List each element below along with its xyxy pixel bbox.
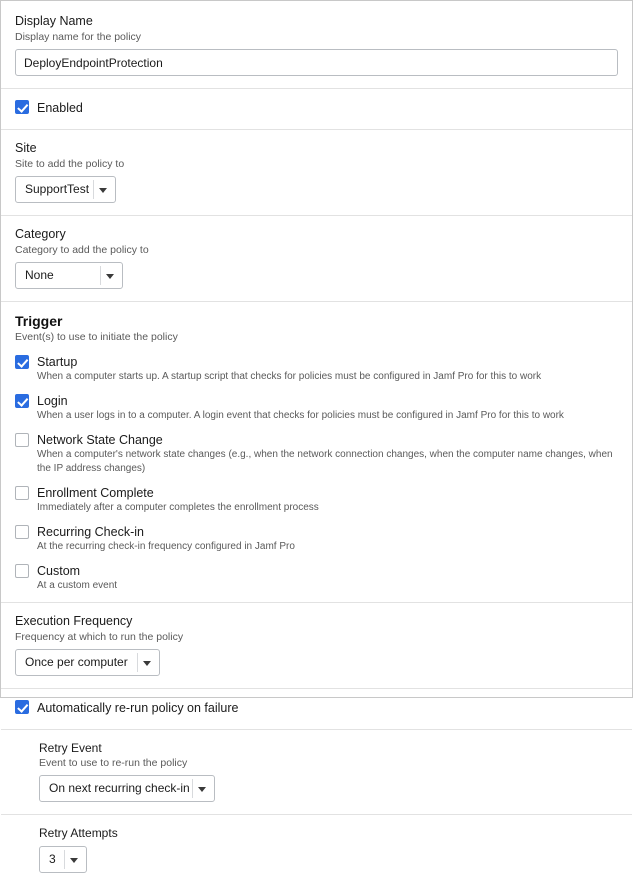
enabled-checkbox-row[interactable]: [15, 99, 618, 117]
retry-event-group: [39, 740, 618, 802]
site-select-value: SupportTest: [25, 182, 90, 196]
retry-event-separator: [192, 779, 193, 798]
enabled-text: [37, 99, 83, 117]
enrollment-complete-desc: Immediately after a computer completes the enrollment process: [37, 502, 319, 513]
divider-after-enabled: [1, 129, 632, 130]
chevron-down-icon: [99, 188, 107, 193]
site-help: Site to add the policy to: [15, 158, 125, 170]
auto-rerun-checkbox-row[interactable]: [15, 699, 618, 717]
divider-after-auto-rerun: [1, 729, 632, 730]
custom-desc: At a custom event: [37, 580, 118, 591]
retry-attempts-group: [39, 825, 618, 873]
display-name-help: Display name for the policy: [15, 31, 142, 43]
trigger-section-title: Trigger: [15, 313, 63, 329]
recurring-check-in-label: Recurring Check-in: [37, 525, 144, 539]
trigger-item-custom[interactable]: [15, 563, 618, 593]
divider-after-execution-frequency: [1, 688, 632, 689]
retry-event-help: Event to use to re-run the policy: [39, 757, 188, 769]
chevron-down-icon: [143, 661, 151, 666]
login-label: Login: [37, 394, 68, 408]
divider-after-retry-event: [1, 814, 632, 815]
chevron-down-icon: [198, 787, 206, 792]
recurring-check-in-checkbox[interactable]: [15, 525, 29, 539]
category-label: Category: [15, 227, 66, 241]
login-desc: When a user logs in to a computer. A login event that checks for policies must be configured in Jamf Pro for this to work: [37, 410, 564, 421]
auto-rerun-checkbox[interactable]: [15, 700, 29, 714]
network-state-change-checkbox[interactable]: [15, 433, 29, 447]
chevron-down-icon: [70, 858, 78, 863]
execution-frequency-select[interactable]: [15, 649, 160, 676]
trigger-item-recurring-check-in[interactable]: [15, 524, 618, 554]
category-field-group: [15, 226, 618, 289]
trigger-checkbox-list: [15, 354, 618, 593]
enrollment-complete-label: Enrollment Complete: [37, 486, 154, 500]
execution-frequency-label: Execution Frequency: [15, 614, 133, 628]
display-name-field-group: [15, 13, 618, 76]
execution-frequency-help: Frequency at which to run the policy: [15, 631, 184, 643]
retry-event-label: Retry Event: [39, 741, 102, 755]
display-name-input[interactable]: [15, 49, 618, 76]
chevron-down-icon: [106, 274, 114, 279]
trigger-item-enrollment-complete[interactable]: [15, 485, 618, 515]
execution-frequency-group: [15, 613, 618, 676]
retry-attempts-separator: [64, 850, 65, 869]
site-label: Site: [15, 141, 37, 155]
display-name-label: Display Name: [15, 14, 93, 28]
category-help: Category to add the policy to: [15, 244, 149, 256]
retry-attempts-label: Retry Attempts: [39, 826, 118, 840]
recurring-check-in-desc: At the recurring check-in frequency configured in Jamf Pro: [37, 541, 295, 552]
retry-attempts-value: 3: [49, 852, 56, 866]
startup-label: Startup: [37, 355, 78, 369]
trigger-section-help: Event(s) to use to initiate the policy: [15, 331, 178, 343]
divider-after-trigger: [1, 602, 632, 603]
category-select-separator: [100, 266, 101, 285]
category-select[interactable]: [15, 262, 123, 289]
divider-after-site: [1, 215, 632, 216]
auto-rerun-label: Automatically re-run policy on failure: [37, 701, 239, 715]
site-select[interactable]: [15, 176, 116, 203]
divider-after-category: [1, 301, 632, 302]
enabled-checkbox[interactable]: [15, 100, 29, 114]
execution-frequency-value: Once per computer: [25, 655, 128, 669]
trigger-item-startup[interactable]: [15, 354, 618, 384]
trigger-item-login[interactable]: [15, 393, 618, 423]
divider-after-display-name: [1, 88, 632, 89]
form-content: [1, 1, 632, 873]
retry-event-value: On next recurring check-in: [49, 781, 190, 795]
retry-event-select[interactable]: [39, 775, 215, 802]
startup-checkbox[interactable]: [15, 355, 29, 369]
retry-attempts-select[interactable]: [39, 846, 87, 873]
site-field-group: [15, 140, 618, 203]
startup-desc: When a computer starts up. A startup script that checks for policies must be configured in Jamf Pro for this to work: [37, 371, 542, 382]
custom-checkbox[interactable]: [15, 564, 29, 578]
execution-frequency-separator: [137, 653, 138, 672]
trigger-item-network-state-change[interactable]: [15, 432, 618, 476]
network-state-change-desc: When a computer's network state changes (e.g., when the network connection changes, when the computer name changes, when the IP address changes): [37, 449, 613, 474]
custom-label: Custom: [37, 564, 81, 578]
enabled-label: Enabled: [37, 101, 83, 115]
trigger-section: [15, 312, 618, 593]
site-select-separator: [93, 180, 94, 199]
enrollment-complete-checkbox[interactable]: [15, 486, 29, 500]
login-checkbox[interactable]: [15, 394, 29, 408]
network-state-change-label: Network State Change: [37, 433, 163, 447]
category-select-value: None: [25, 268, 54, 282]
